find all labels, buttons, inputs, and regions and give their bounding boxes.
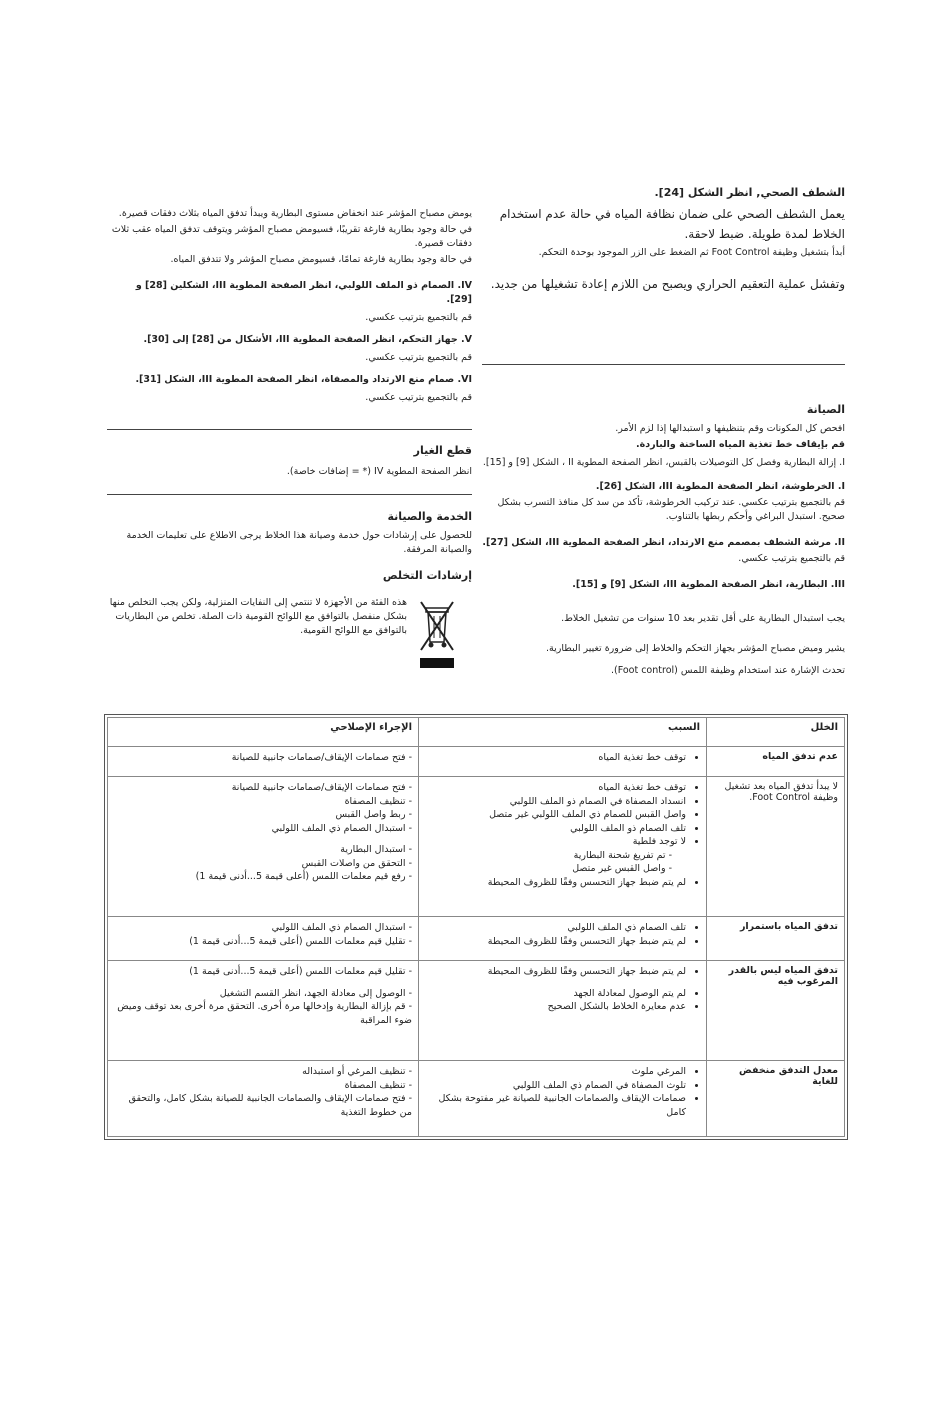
step-5-title: V. جهاز التحكم، انظر الصفحة المطوية III، الأشكال من [28] إلى [30]. <box>143 334 472 345</box>
cause-item: • صمامات الإيقاف والصمامات الجانبية للصيانة غير مفتوحة بشكل كامل <box>425 1092 686 1119</box>
remedy-cell <box>108 777 419 917</box>
cause-subitem-text: واصل القبس غير متصل <box>572 863 666 874</box>
remedy-item: - تقليل قيم معلمات اللمس (أعلى قيمة 5...أدنى قيمة 1) <box>114 965 412 979</box>
troubleshooting-table <box>107 717 845 1137</box>
maintenance-step-4-title: III. البطارية، انظر الصفحة المطوية III، الشكل [9] و [15]. <box>572 579 845 590</box>
maintenance-step-3-title: II. مرشة الشطف بمصمم منع الارتداد، انظر الصفحة المطوية III، الشكل [27]. <box>482 537 845 548</box>
step-4-title: IV. الصمام ذو الملف اللولبي، انظر الصفحة المطوية III، الشكلين [28] و [29]. <box>135 280 472 305</box>
cause-item: • توقف خط تغذية المياه <box>425 751 686 765</box>
remedy-cell <box>108 1061 419 1137</box>
maintenance-step-1: I. إزالة البطارية وفصل كل التوصيلات بالقبس، انظر الصفحة المطوية II ، الشكل [9] و [15]. <box>482 457 845 468</box>
battery-note-3: تحدث الإشارة عند استخدام وظيفة اللمس (Foot control). <box>610 665 845 676</box>
cause-cell <box>419 961 707 1061</box>
remedy-item: - تنظيف المصفاة <box>114 1079 412 1093</box>
step-5-body: قم بالتجميع بترتيب عكسي. <box>365 352 472 363</box>
remedy-item: - استبدال الصمام ذي الملف اللولبي <box>114 921 412 935</box>
remedy-item: - تنظيف المرغي أو استبداله <box>114 1065 412 1079</box>
cause-subitem-text: تم تفريغ شحنة البطارية <box>573 849 666 861</box>
care-title: الخدمة والصيانة <box>387 510 472 523</box>
cause-item: • توقف خط تغذية المياه <box>425 781 686 795</box>
disposal-body: هذه الفئة من الأجهزة لا تنتمي إلى النفايات المنزلية، ولكن يجب التخلص منها بشكل منفصل بالتوافق مع اللوائح القومية ذات الصلة. تخلص من البطاريات بالتوافق مع اللوائح القومية. <box>109 597 407 636</box>
cause-item: • لم يتم ضبط جهاز التحسس وفقًا للظروف المحيطة <box>425 965 686 979</box>
cause-item: • لا توجد فلطية <box>425 835 686 849</box>
right-column <box>482 186 845 294</box>
divider <box>107 429 472 430</box>
care-body: للحصول على إرشادات حول خدمة وصيانة هذا الخلاط يرجى الاطلاع على تعليمات الخدمة والصيانة المرفقة. <box>126 530 472 555</box>
cause-item: • واصل القبس للصمام ذي الملف اللولبي غير متصل <box>425 808 686 822</box>
header-remedy: الإجراء الإصلاحي <box>108 718 419 747</box>
table-row <box>108 747 845 777</box>
divider <box>107 494 472 495</box>
cause-cell <box>419 917 707 961</box>
maintenance-step-2-body: قم بالتجميع بترتيب عكسي. عند تركيب الخرطوشة، تأكد من سد كل منافذ التسرب بشكل صحيح. استبدل البراغي وأحكم ربطها بالتناوب. <box>497 497 845 522</box>
cause-item: • المرغي ملوث <box>425 1065 686 1079</box>
cause-subitem: - تم تفريغ شحنة البطارية <box>573 849 672 861</box>
cause-item: • لم يتم ضبط جهاز التحسس وفقًا للظروف المحيطة <box>425 935 686 949</box>
step-4-body: قم بالتجميع بترتيب عكسي. <box>365 312 472 323</box>
maintenance-intro: افحص كل المكونات وقم بتنظيفها و استبدالها إذا لزم الأمر. <box>615 423 845 434</box>
maintenance-step-2-title: I. الخرطوشة، انظر الصفحة المطوية III، الشكل [26]. <box>595 481 845 492</box>
fault-cell: عدم تدفق المياه <box>707 747 845 777</box>
cause-item: • تلف الصمام ذو الملف اللولبي <box>425 822 686 836</box>
remedy-item: - الوصول إلى معادلة الجهد، انظر القسم التشغيل <box>114 987 412 1001</box>
remedy-item: - التحقق من واصلات القبس <box>114 857 412 871</box>
flush-paragraph-2: أبدأ بتشغيل وظيفة Foot Control ثم الضغط على الزر الموجود بوحدة التحكم. <box>538 247 845 258</box>
cause-item: • عدم معايرة الخلاط بالشكل الصحيح <box>425 1000 686 1014</box>
cause-item: • انسداد المصفاة في الصمام ذو الملف اللولبي <box>425 795 686 809</box>
cause-item: • لم يتم ضبط جهاز التحسس وفقًا للظروف المحيطة <box>425 876 686 890</box>
fault-cell: تدفق المياه ليس بالقدر المرغوب فيه <box>707 961 845 1061</box>
table-header-row <box>108 718 845 747</box>
spare-parts-title: قطع الغيار <box>413 444 472 457</box>
remedy-cell <box>108 917 419 961</box>
table-row <box>108 1061 845 1137</box>
flush-paragraph-1: يعمل الشطف الصحي على ضمان نظافة المياه في حالة عدم استخدام الخلاط لمدة طويلة. ضبط لاحقة. <box>499 207 845 241</box>
remedy-item: - استبدال الصمام ذي الملف اللولبي <box>114 822 412 836</box>
disposal-title: إرشادات التخلص <box>382 569 472 582</box>
battery-note-1: يجب استبدال البطارية على أقل تقدير بعد 10 سنوات من تشغيل الخلاط. <box>561 613 845 624</box>
crossed-bin-icon <box>417 598 457 670</box>
left-column <box>107 207 472 405</box>
cause-subitem: - واصل القبس غير متصل <box>572 863 672 874</box>
fault-cell: معدل التدفق منخفض للغاية <box>707 1061 845 1137</box>
table-row <box>108 961 845 1061</box>
table-row <box>108 777 845 917</box>
battery-note-2: يشير وميض مصباح المؤشر بجهاز التحكم والخلاط إلى ضرورة تغيير البطارية. <box>546 643 845 654</box>
remedy-item: - تنظيف المصفاة <box>114 795 412 809</box>
remedy-item: - استبدال البطارية <box>114 843 412 857</box>
maintenance-step-3-body: قم بالتجميع بترتيب عكسي. <box>738 553 845 564</box>
disposal-text <box>107 596 407 638</box>
header-cause: السبب <box>419 718 707 747</box>
remedy-item: - تقليل قيم معلمات اللمس (أعلى قيمة 5...أدنى قيمة 1) <box>114 935 412 949</box>
fault-cell: تدفق المياه باستمرار <box>707 917 845 961</box>
remedy-item: - رفع قيم معلمات اللمس (أعلى قيمة 5...أدنى قيمة 1) <box>114 870 412 884</box>
spare-parts-body: انظر الصفحة المطوية IV (* = إضافات خاصة). <box>286 466 472 477</box>
header-fault: الخلل <box>707 718 845 747</box>
cause-cell <box>419 747 707 777</box>
care-section <box>107 510 472 582</box>
step-6-body: قم بالتجميع بترتيب عكسي. <box>365 392 472 403</box>
remedy-item: - ربط واصل القبس <box>114 808 412 822</box>
cause-cell <box>419 1061 707 1137</box>
divider <box>482 364 845 365</box>
remedy-item: - فتح صمامات الإيقاف/صمامات جانبية للصيانة <box>114 781 412 795</box>
remedy-item: - فتح صمامات الإيقاف والصمامات الجانبية للصيانة بشكل كامل، والتحقق من خطوط التغذية <box>114 1092 412 1119</box>
maintenance-section <box>482 403 845 678</box>
cause-item: • لم يتم الوصول لمعادلة الجهد <box>425 987 686 1001</box>
remedy-item: - قم بإزالة البطارية وإدخالها مرة أخرى. التحقق مرة أخرى بعد توقف وميض ضوء المراقبة <box>114 1000 412 1027</box>
cause-item: • تلوث المصفاة في الصمام ذي الملف اللولبي <box>425 1079 686 1093</box>
flush-title: الشطف الصحي, انظر الشكل [24]. <box>654 186 845 199</box>
flush-paragraph-3: وتفشل عملية التعقيم الحراري ويصبح من اللازم إعادة تشغيلها من جديد. <box>490 277 845 291</box>
maintenance-title: الصيانة <box>806 403 845 416</box>
indicator-note-3: في حالة وجود بطارية فارغة تمامًا، فسيومض مصباح المؤشر ولا تتدفق المياه. <box>170 254 472 265</box>
step-6-title: VI. صمام منع الارتداد والمصفاة، انظر الصفحة المطوية III، الشكل [31]. <box>135 374 472 385</box>
table-row <box>108 917 845 961</box>
cause-cell <box>419 777 707 917</box>
indicator-note-1: يومض مصباح المؤشر عند انخفاض مستوى البطارية ويبدأ تدفق المياه بثلاث دفقات قصيرة. <box>118 208 472 219</box>
spare-parts-section <box>107 444 472 479</box>
remedy-cell <box>108 961 419 1061</box>
remedy-cell <box>108 747 419 777</box>
fault-cell: لا يبدأ تدفق المياه بعد تشغيل وظيفة Foot Control. <box>707 777 845 917</box>
cause-item: • تلف الصمام ذي الملف اللولبي <box>425 921 686 935</box>
maintenance-shutoff: قم بإيقاف خط تغذية المياه الساخنة والباردة. <box>636 439 845 450</box>
remedy-item: - فتح صمامات الإيقاف/صمامات جانبية للصيانة <box>114 751 412 765</box>
indicator-note-2: في حالة وجود بطارية فارغة تقريبًا، فسيومض مصباح المؤشر ويتوقف تدفق المياه عقب ثلاث دفقات قصيرة. <box>111 224 472 249</box>
